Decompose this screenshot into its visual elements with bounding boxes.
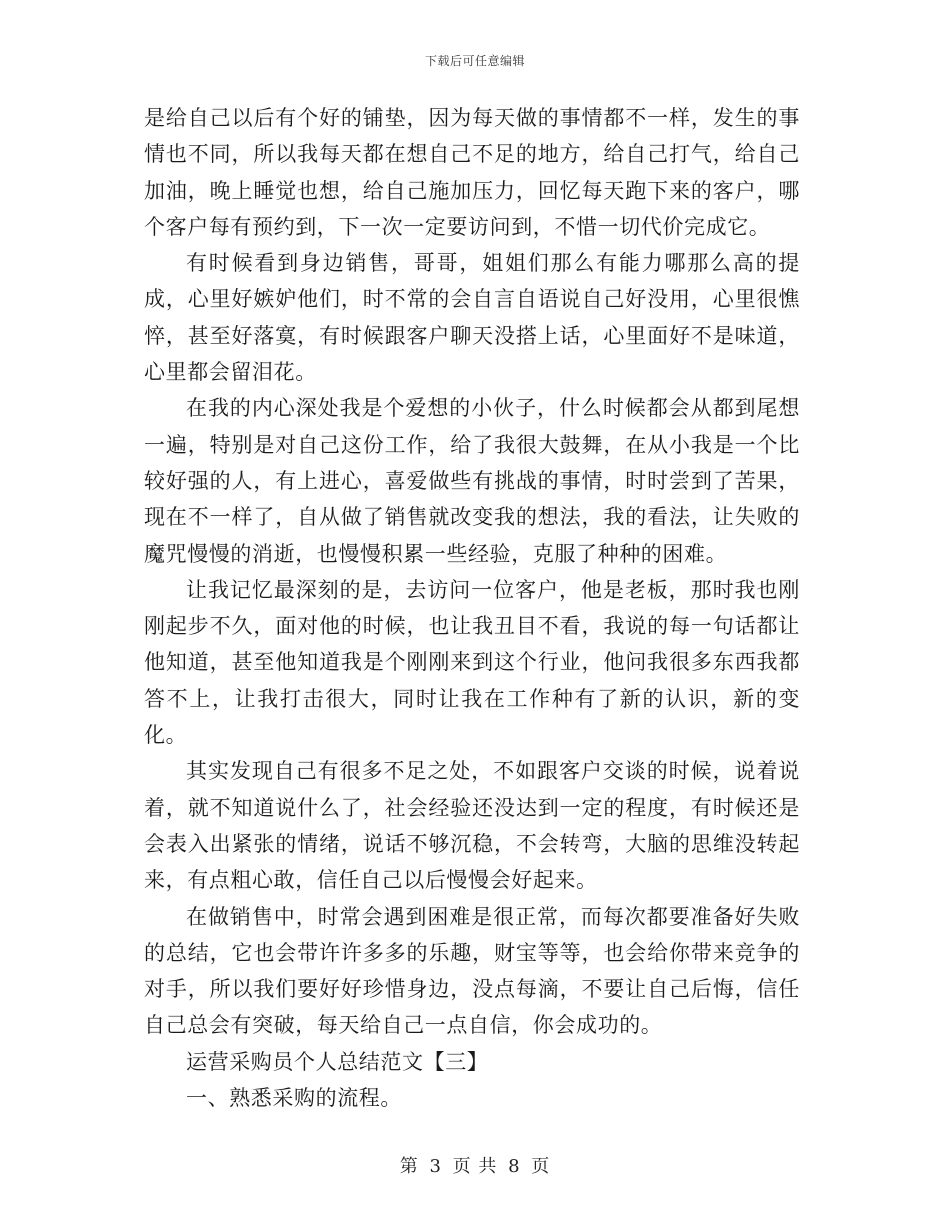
paragraph-continued: 是给自己以后有个好的铺垫，因为每天做的事情都不一样，发生的事情也不同，所以我每天都在想自己不足的地方，给自己打气，给自己加油，晚上睡觉也想，给自己施加压力，回忆每天跑下来的客户，哪个客户每有预约到，下一次一定要访问到，不惜一切代价完成它。 <box>144 106 800 239</box>
current-page-number: 3 <box>429 1156 442 1177</box>
footer-middle: 页 共 <box>452 1156 498 1177</box>
paragraph: 有时候看到身边销售，哥哥，姐姐们那么有能力哪那么高的提成，心里好嫉妒他们，时不常的会自言自语说自己好没用，心里很憔悴，甚至好落寞，有时候跟客户聊天没搭上话，心里面好不是味道，心里都会留泪花。 <box>144 251 800 385</box>
document-body <box>144 100 800 1116</box>
paragraph: 在做销售中，时常会遇到困难是很正常，而每次都要准备好失败的总结，它也会带许许多多的乐趣，财宝等等，也会给你带来竞争的对手，所以我们要好好珍惜身边，没点每滴，不要让自己后悔，信任自己总会有突破，每天给自己一点自信，你会成功的。 <box>144 904 800 1038</box>
footer-suffix: 页 <box>531 1156 551 1177</box>
paragraph: 让我记忆最深刻的是，去访问一位客户，他是老板，那时我也刚刚起步不久，面对他的时候，也让我丑目不看，我说的每一句话都让他知道，甚至他知道我是个刚刚来到这个行业，他问我很多东西我都答不上，让我打击很大，同时让我在工作种有了新的认识，新的变化。 <box>144 577 800 748</box>
page-footer <box>0 1152 950 1178</box>
page-header-note: 下载后可任意编辑 <box>424 54 525 68</box>
paragraph: 其实发现自己有很多不足之处，不如跟客户交谈的时候，说着说着，就不知道说什么了，社会经验还没达到一定的程度，有时候还是会表入出紧张的情绪，说话不够沉稳，不会转弯，大脑的思维没转起来，有点粗心敢，信任自己以后慢慢会好起来。 <box>144 759 800 893</box>
subsection-heading: 一、熟悉采购的流程。 <box>186 1086 402 1111</box>
footer-prefix: 第 <box>399 1156 419 1177</box>
paragraph: 在我的内心深处我是个爱想的小伙子，什么时候都会从都到尾想一遍，特别是对自己这份工作，给了我很大鼓舞，在从小我是一个比较好强的人，有上进心，喜爱做些有挑战的事情，时时尝到了苦果，现在不一样了，自从做了销售就改变我的想法，我的看法，让失败的魔咒慢慢的消逝，也慢慢积累一些经验，克服了种种的困难。 <box>144 396 800 566</box>
total-page-number: 8 <box>508 1156 521 1177</box>
section-heading: 运营采购员个人总结范文【三】 <box>186 1049 489 1074</box>
